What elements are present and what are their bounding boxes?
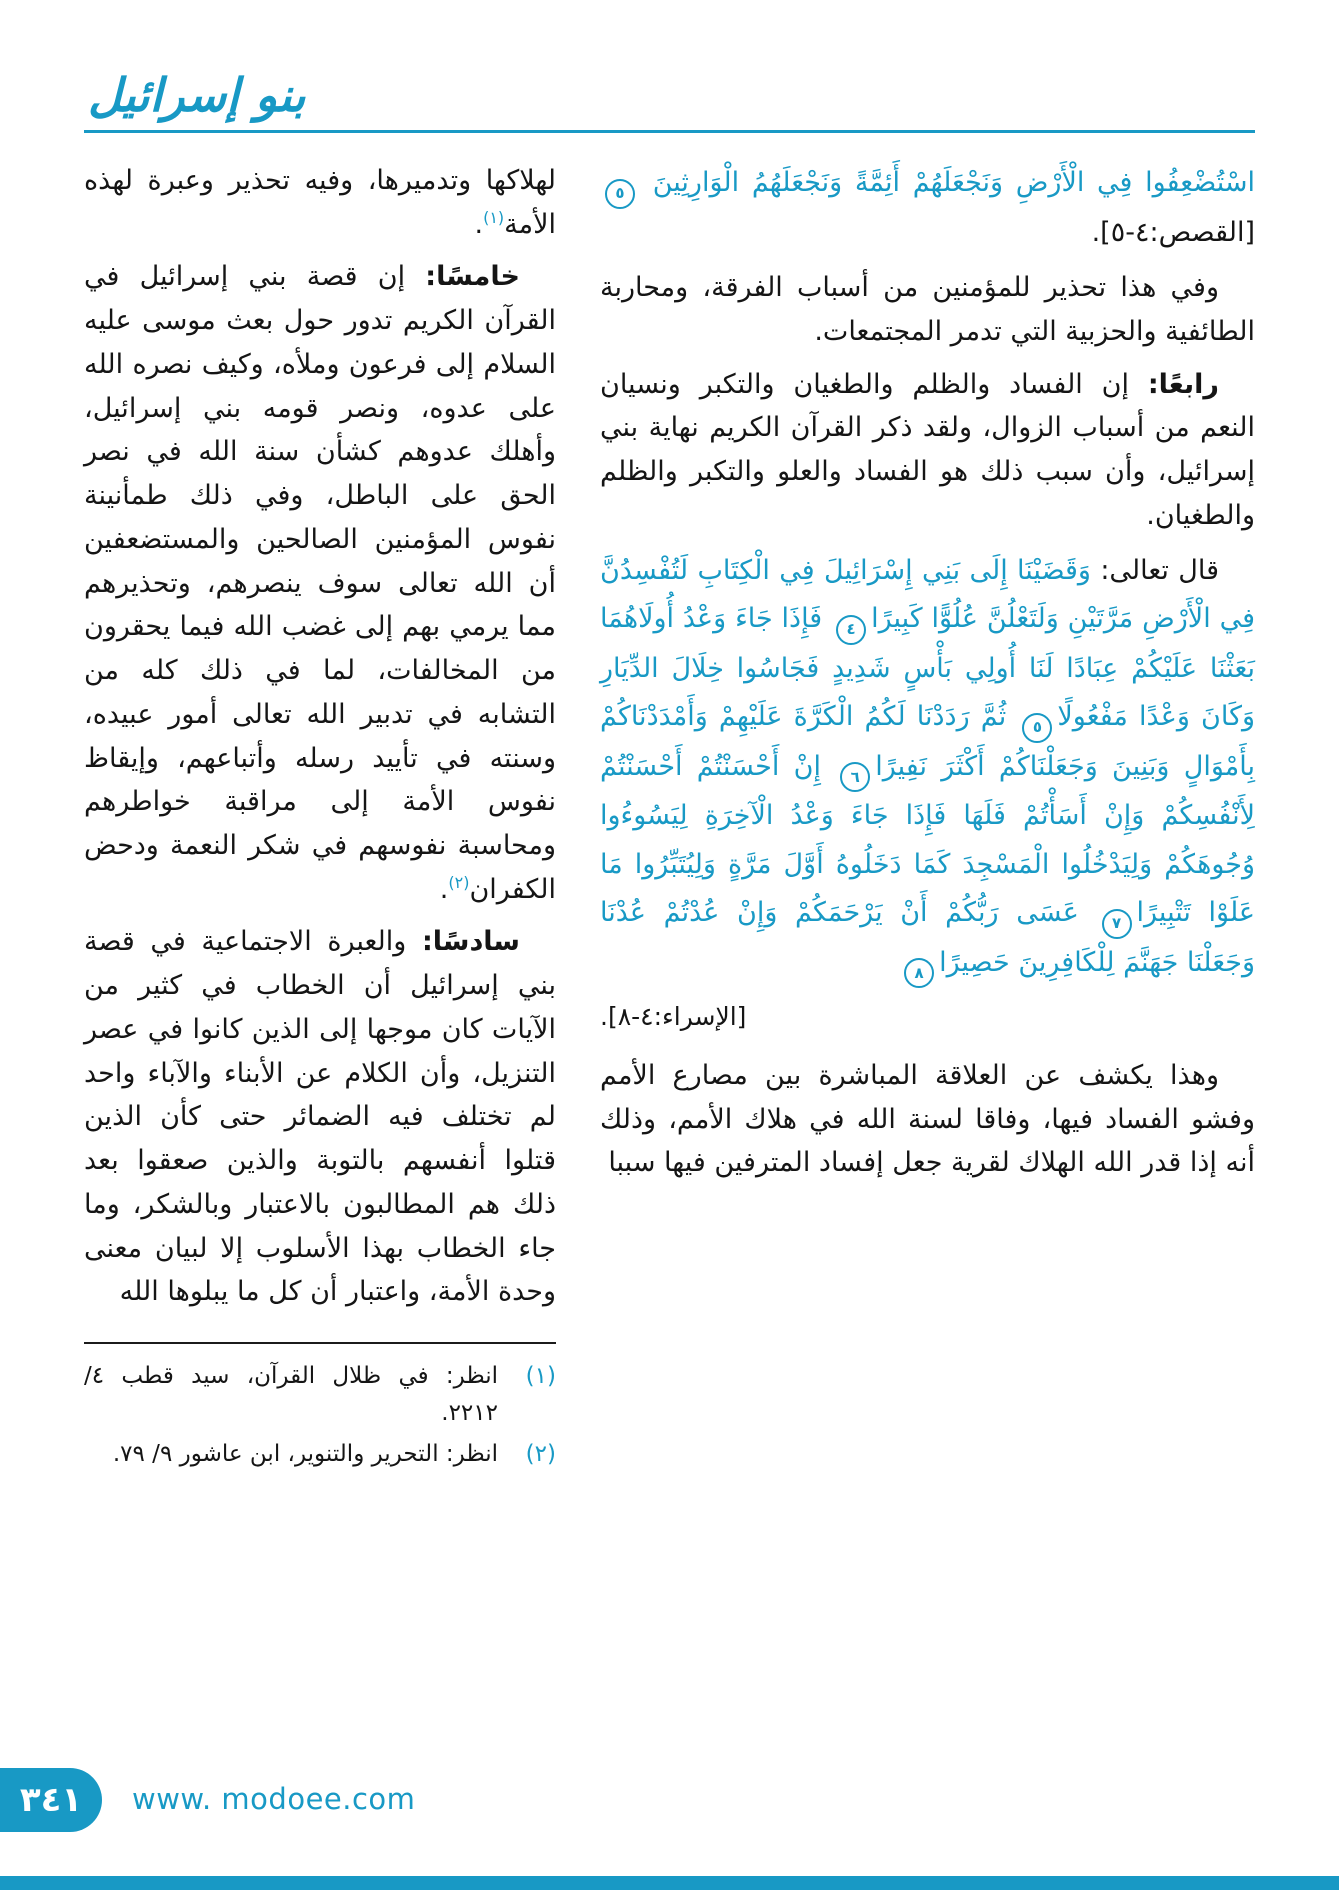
quran-passage-isra bbox=[600, 547, 1255, 989]
paragraph-warning: وفي هذا تحذير للمؤمنين من أسباب الفرقة، ومحاربة الطائفية والحزبية التي تدمر المجتمعات. bbox=[600, 272, 1255, 347]
quran-verse-qasas bbox=[600, 159, 1255, 257]
paragraph-fourth-point bbox=[600, 363, 1255, 538]
paragraph-tail-continuation: . bbox=[474, 208, 484, 240]
footnote-text-1: انظر: في ظلال القرآن، سيد قطب ٤/ ٢٢١٢. bbox=[84, 1363, 498, 1426]
quran-verse-8: عَسَى رَبُّكُمْ أَنْ يَرْحَمَكُمْ وَإِنْ عُدْتُمْ عُدْنَا وَجَعَلْنَا جَهَنَّمَ لِلْكَافِرِينَ حَصِيرًا bbox=[600, 897, 1255, 978]
ayah-number-4: ٤ bbox=[836, 615, 866, 645]
paragraph-tail-fifth: . bbox=[439, 873, 449, 905]
footnotes-section bbox=[84, 1342, 556, 1472]
footnote-2 bbox=[84, 1436, 556, 1473]
quran-text-qasas: اسْتُضْعِفُوا فِي الْأَرْضِ وَنَجْعَلَهُمْ أَئِمَّةً وَنَجْعَلَهُمُ الْوَارِثِينَ bbox=[652, 167, 1255, 198]
verse-reference-qasas: [القصص:٤-٥]. bbox=[1091, 216, 1255, 248]
footnote-number-2: (٢) bbox=[525, 1440, 556, 1467]
column-left bbox=[84, 159, 556, 1476]
paragraph-conclusion: وهذا يكشف عن العلاقة المباشرة بين مصارع الأمم وفشو الفساد فيها، وفاقا لسنة الله في هلاك الأمم، وذلك أنه إذا قدر الله الهلاك لقرية جعل إفساد المترفين فيها سببا bbox=[600, 1059, 1255, 1179]
website-url[interactable]: www. modoee.com bbox=[132, 1782, 416, 1816]
paragraph-text-fourth: إن الفساد والظلم والطغيان والتكبر ونسيان النعم من أسباب الزوال، ولقد ذكر القرآن الكريم نهاية بني إسرائيل، وأن سبب ذلك هو الفساد والعلو والتكبر والظلم والطغيان. bbox=[600, 368, 1255, 531]
paragraph-lead-fourth: رابعًا: bbox=[1147, 368, 1219, 400]
column-right bbox=[600, 159, 1255, 1194]
footnote-divider bbox=[84, 1342, 556, 1344]
paragraph-lead-sixth: سادسًا: bbox=[421, 926, 520, 958]
paragraph-text-continuation: لهلاكها وتدميرها، وفيه تحذير وعبرة لهذه الأمة bbox=[84, 165, 556, 240]
footnote-text-2: انظر: التحرير والتنوير، ابن عاشور ٩/ ٧٩. bbox=[112, 1440, 498, 1467]
footnote-ref-1: (١) bbox=[483, 207, 505, 227]
footer-bar bbox=[0, 1876, 1339, 1890]
ayah-number-6: ٦ bbox=[840, 762, 870, 792]
paragraph-text-fifth: إن قصة بني إسرائيل في القرآن الكريم تدور حول بعث موسى عليه السلام إلى فرعون وملأه، وكيف نصره الله على عدوه، ونصر قومه بني إسرائيل، وأهلك عدوهم كشأن سنة الله في نصر الحق على الباطل، وفي ذلك طمأنينة نفوس المؤمنين الصالحين والمستضعفين أن الله تعالى سوف ينصرهم، وتحذيرهم مما يرمي بهم إلى غضب الله فيما يحقرون من المخالفات، لما في ذلك كله من التشابه في تدبير الله تعالى أمور عبيده، وسنته في تأييد رسله وأتباعهم، وإيقاظ نفوس الأمة إلى مراقبة خواطرهم ومحاسبة نفوسهم في شكر النعمة ودحض الكفران bbox=[84, 261, 556, 905]
quran-verse-4: وَقَضَيْنَا إِلَى بَنِي إِسْرَائِيلَ فِي الْكِتَابِ لَتُفْسِدُنَّ فِي الْأَرْضِ مَرَّتَيْنِ وَلَتَعْلُنَّ عُلُوًّا كَبِيرًا bbox=[600, 554, 1255, 635]
ayah-number-5-qasas: ٥ bbox=[605, 179, 635, 209]
header-divider bbox=[84, 130, 1255, 133]
page-number-badge: ٣٤١ bbox=[0, 1768, 102, 1832]
paragraph-lead-fifth: خامسًا: bbox=[425, 261, 520, 293]
ayah-number-7: ٧ bbox=[1102, 909, 1132, 939]
paragraph-fifth-point bbox=[84, 255, 556, 911]
footnote-1 bbox=[84, 1358, 556, 1432]
quran-verse-5: فَإِذَا جَاءَ وَعْدُ أُولَاهُمَا بَعَثْنَا عَلَيْكُمْ عِبَادًا لَنَا أُولِي بَأْسٍ شَدِيدٍ فَجَاسُوا خِلَالَ الدِّيَارِ وَكَانَ وَعْدًا مَفْعُولًا bbox=[600, 603, 1255, 733]
page-header bbox=[84, 66, 1255, 133]
paragraph-continuation bbox=[84, 159, 556, 246]
paragraph-sixth-point bbox=[84, 920, 556, 1314]
qala-taala-label: قال تعالى: bbox=[1100, 554, 1220, 586]
footnote-ref-2: (٢) bbox=[448, 872, 470, 892]
verse-reference-isra: [الإسراء:٤-٨]. bbox=[600, 1002, 747, 1032]
chapter-title-calligraphy: بنو إسرائيل bbox=[88, 68, 306, 122]
quran-verse-7: إِنْ أَحْسَنْتُمْ أَحْسَنْتُمْ لِأَنْفُسِكُمْ وَإِنْ أَسَأْتُمْ فَلَهَا فَإِذَا جَاءَ وَعْدُ الْآخِرَةِ لِيَسُوءُوا وُجُوهَكُمْ وَلِيَدْخُلُوا الْمَسْجِدَ كَمَا دَخَلُوهُ أَوَّلَ مَرَّةٍ وَلِيُتَبِّرُوا مَا عَلَوْا تَتْبِيرًا bbox=[600, 750, 1255, 929]
quran-verse-6: ثُمَّ رَدَدْنَا لَكُمُ الْكَرَّةَ عَلَيْهِمْ وَأَمْدَدْنَاكُمْ بِأَمْوَالٍ وَبَنِينَ وَجَعَلْنَاكُمْ أَكْثَرَ نَفِيرًا bbox=[600, 701, 1255, 782]
ayah-number-5: ٥ bbox=[1022, 713, 1052, 743]
ayah-number-8: ٨ bbox=[904, 958, 934, 988]
two-column-layout bbox=[84, 159, 1255, 1476]
footnote-number-1: (١) bbox=[525, 1363, 556, 1390]
paragraph-text-sixth: والعبرة الاجتماعية في قصة بني إسرائيل أن الخطاب في كثير من الآيات كان موجها إلى الذين كانوا في عصر التنزيل، وأن الكلام عن الأبناء والآباء واحد لم تختلف فيه الضمائر حتى كأن الذين قتلوا أنفسهم بالتوبة والذين صعقوا بعد ذلك هم المطالبون بالاعتبار وبالشكر، وما جاء الخطاب بهذا الأسلوب إلا لبيان معنى وحدة الأمة، واعتبار أن كل ما يبلوها الله bbox=[84, 926, 556, 1308]
